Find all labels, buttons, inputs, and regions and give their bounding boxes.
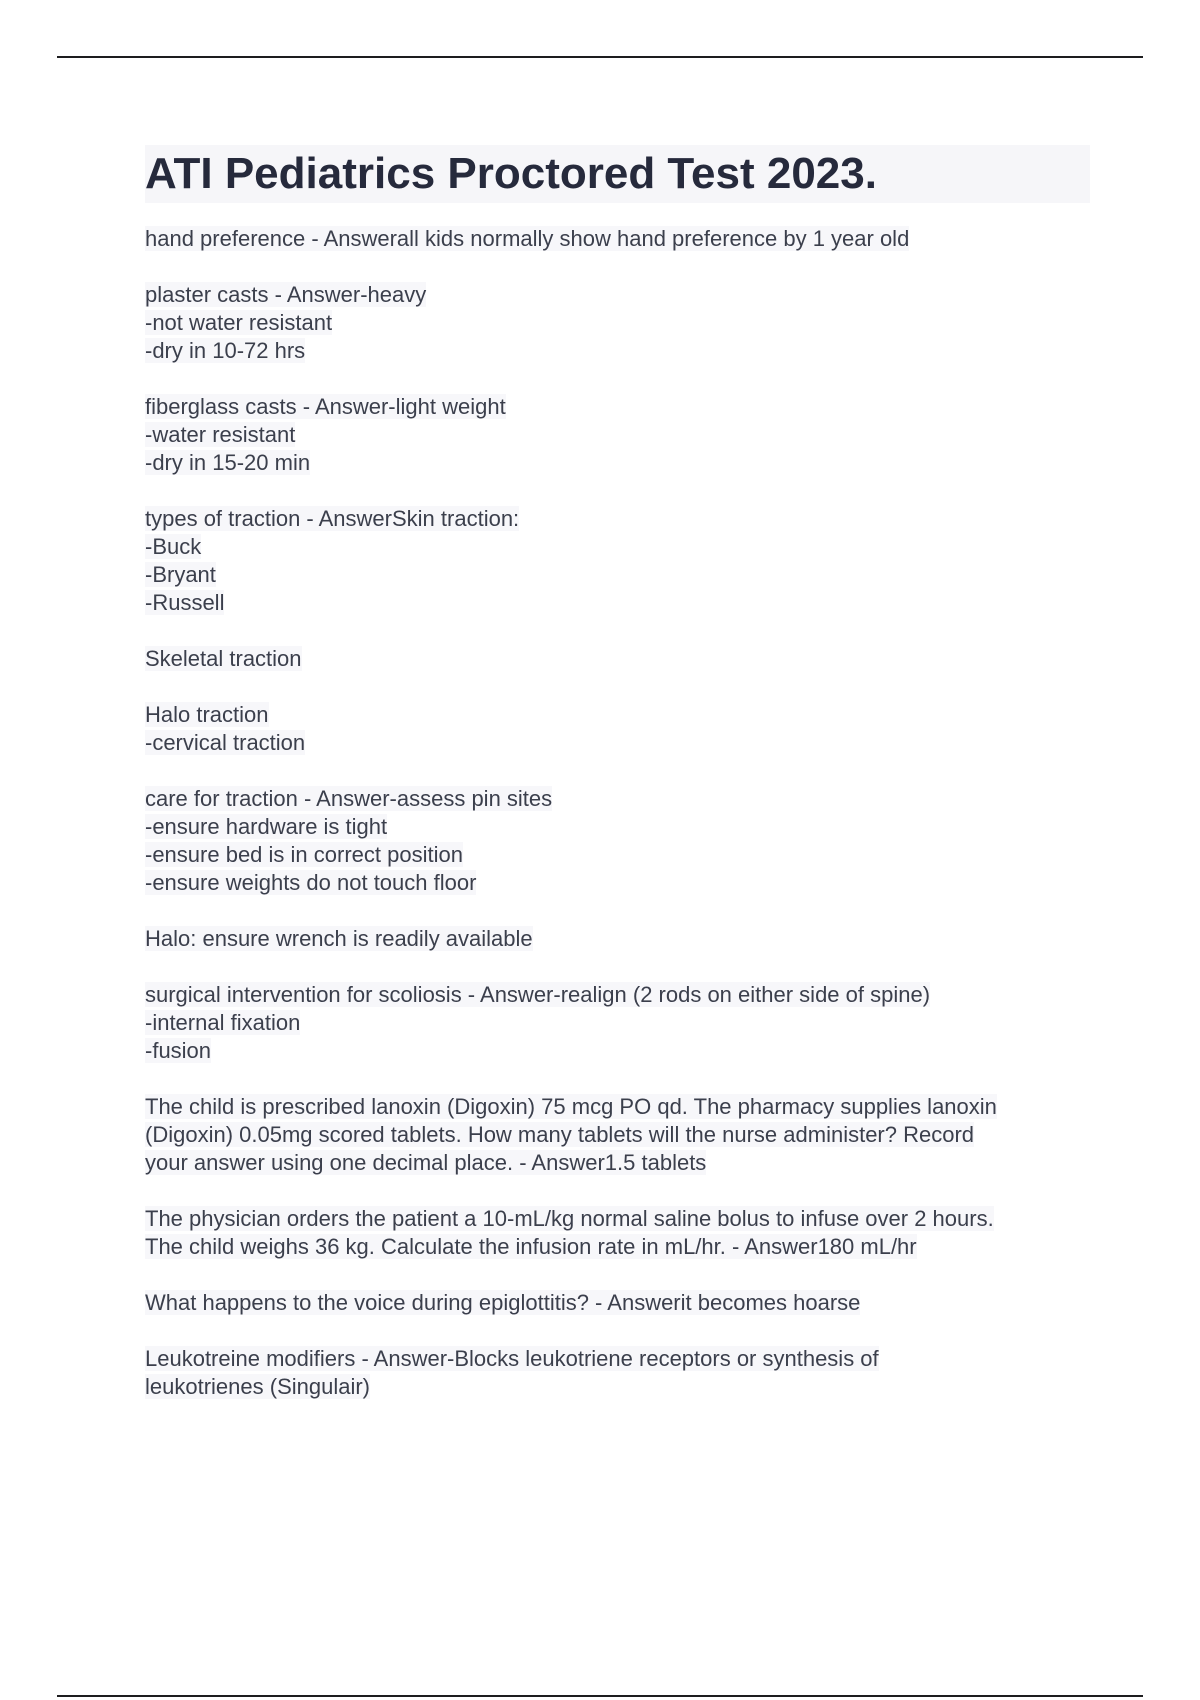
document-title: ATI Pediatrics Proctored Test 2023. — [145, 145, 1090, 203]
entry-digoxin-calculation — [145, 1093, 1090, 1177]
entry-leukotriene-modifiers — [145, 1345, 1090, 1401]
top-rule — [57, 56, 1143, 58]
entry-line: -ensure weights do not touch floor — [145, 870, 477, 895]
entry-line: -ensure hardware is tight — [145, 814, 388, 839]
entry-scoliosis-surgery — [145, 981, 1090, 1065]
entry-line: The child is prescribed lanoxin (Digoxin) 75 mcg PO qd. The pharmacy supplies lanoxin — [145, 1094, 997, 1119]
document-body — [145, 145, 1090, 1429]
entry-line: -fusion — [145, 1038, 212, 1063]
entry-line: types of traction - AnswerSkin traction: — [145, 506, 520, 531]
entry-line: -cervical traction — [145, 730, 306, 755]
entry-line: -not water resistant — [145, 310, 333, 335]
entry-line: surgical intervention for scoliosis - Answer-realign (2 rods on either side of spine) — [145, 982, 931, 1007]
entry-line: What happens to the voice during epiglottitis? - Answerit becomes hoarse — [145, 1290, 861, 1315]
bottom-rule — [57, 1695, 1143, 1697]
entry-line: Skeletal traction — [145, 646, 302, 671]
entry-line: The physician orders the patient a 10-mL/kg normal saline bolus to infuse over 2 hours. — [145, 1206, 994, 1231]
entry-line: (Digoxin) 0.05mg scored tablets. How many tablets will the nurse administer? Record — [145, 1122, 975, 1147]
entry-types-of-traction — [145, 505, 1090, 617]
entry-line: hand preference - Answerall kids normally show hand preference by 1 year old — [145, 226, 910, 251]
entry-care-for-traction — [145, 785, 1090, 897]
entry-line: Halo traction — [145, 702, 269, 727]
entry-line: Leukotreine modifiers - Answer-Blocks leukotriene receptors or synthesis of — [145, 1346, 879, 1371]
entry-line: care for traction - Answer-assess pin sites — [145, 786, 553, 811]
entry-hand-preference — [145, 225, 1090, 253]
entry-line: -Buck — [145, 534, 202, 559]
entry-halo-wrench — [145, 925, 1090, 953]
entry-fiberglass-casts — [145, 393, 1090, 477]
entry-line: -Russell — [145, 590, 225, 615]
entry-line: plaster casts - Answer-heavy — [145, 282, 427, 307]
entry-line: -water resistant — [145, 422, 296, 447]
entry-line: Halo: ensure wrench is readily available — [145, 926, 533, 951]
entry-line: -internal fixation — [145, 1010, 301, 1035]
entry-line: -ensure bed is in correct position — [145, 842, 463, 867]
entry-line: your answer using one decimal place. - Answer1.5 tablets — [145, 1150, 707, 1175]
entry-line: -dry in 10-72 hrs — [145, 338, 306, 363]
entries-list — [145, 225, 1090, 1401]
entry-line: -dry in 15-20 min — [145, 450, 311, 475]
entry-epiglottitis — [145, 1289, 1090, 1317]
entry-line: The child weighs 36 kg. Calculate the infusion rate in mL/hr. - Answer180 mL/hr — [145, 1234, 917, 1259]
entry-line: -Bryant — [145, 562, 216, 587]
entry-line: leukotrienes (Singulair) — [145, 1374, 370, 1399]
entry-saline-bolus — [145, 1205, 1090, 1261]
entry-plaster-casts — [145, 281, 1090, 365]
entry-line: fiberglass casts - Answer-light weight — [145, 394, 506, 419]
entry-skeletal-traction — [145, 645, 1090, 673]
entry-halo-traction — [145, 701, 1090, 757]
